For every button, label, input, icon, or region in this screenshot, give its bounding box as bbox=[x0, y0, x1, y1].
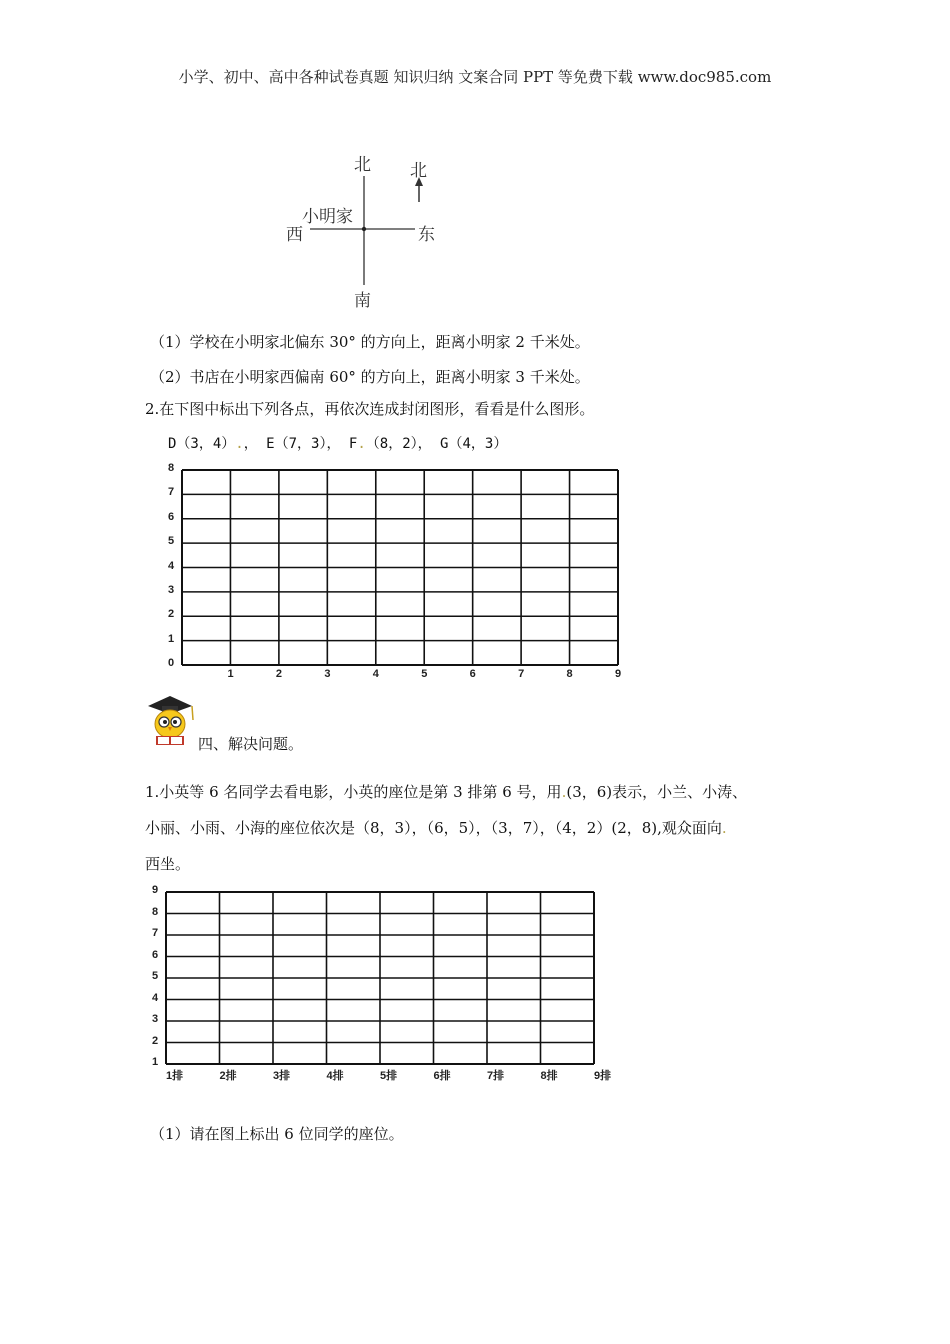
grid-1-x-label: 8 bbox=[566, 668, 573, 680]
label-east: 东 bbox=[418, 225, 435, 245]
problem-1-line-1b: (3，6)表示，小兰、小涛、 bbox=[566, 783, 748, 801]
grid-1-x-label: 9 bbox=[615, 668, 622, 680]
point-g: G（4，3） bbox=[431, 436, 508, 452]
grid-1-lines bbox=[160, 460, 630, 685]
problem-1-line-2 bbox=[145, 817, 727, 838]
grid-2-x-label: 5排 bbox=[380, 1070, 398, 1082]
question-1-1: （1）学校在小明家北偏东 30° 的方向上，距离小明家 2 千米处。 bbox=[150, 333, 590, 351]
grid-2-y-label: 4 bbox=[152, 991, 159, 1004]
label-home: 小明家 bbox=[302, 207, 353, 227]
grid-2-x-label: 8排 bbox=[540, 1070, 558, 1082]
grid-1-y-label: 1 bbox=[168, 632, 175, 645]
coordinate-grid-1 bbox=[160, 460, 630, 685]
grid-1-y-label: 0 bbox=[168, 657, 175, 669]
point-f-tail: （8，2）， bbox=[365, 436, 432, 452]
grid-1-x-label: 2 bbox=[275, 668, 282, 680]
question-2-title: 2.在下图中标出下列各点，再依次连成封闭图形，看看是什么图形。 bbox=[145, 400, 595, 418]
question-1-2: （2）书店在小明家西偏南 60° 的方向上，距离小明家 3 千米处。 bbox=[150, 368, 590, 386]
problem-1-line-2-text: 小丽、小雨、小海的座位依次是（8，3），（6，5），（3，7），（4，2）(2，8),观众面向 bbox=[145, 819, 722, 837]
section-4-title: 四、解决问题。 bbox=[198, 735, 304, 753]
grid-2-y-label: 1 bbox=[152, 1056, 159, 1068]
point-d-tail: ， bbox=[243, 436, 258, 452]
point-e: E（7，3）， bbox=[257, 436, 341, 452]
problem-1-line-1 bbox=[145, 781, 747, 802]
home-point bbox=[362, 227, 366, 231]
owl-mascot-icon bbox=[140, 692, 198, 750]
compass-diagram bbox=[270, 140, 470, 310]
grid-1-y-label: 5 bbox=[168, 535, 175, 548]
grid-2-y-label: 8 bbox=[152, 905, 159, 918]
yellow-dot-icon: . bbox=[235, 436, 244, 452]
label-south: 南 bbox=[354, 291, 371, 311]
grid-2-y-label: 5 bbox=[152, 970, 159, 982]
grid-2-y-label: 3 bbox=[152, 1013, 159, 1025]
grid-1-y-label: 7 bbox=[168, 486, 175, 499]
yellow-dot-icon: . bbox=[721, 819, 727, 837]
grid-2-y-label: 9 bbox=[152, 884, 159, 896]
owl-mascot-drawing bbox=[140, 692, 198, 750]
grid-2-x-label: 2排 bbox=[219, 1070, 237, 1082]
grid-1-y-label: 3 bbox=[168, 583, 175, 596]
grid-1-y-label: 8 bbox=[168, 462, 175, 474]
grid-2-x-label: 1排 bbox=[166, 1070, 184, 1082]
problem-1-sub-1: （1）请在图上标出 6 位同学的座位。 bbox=[150, 1125, 404, 1143]
grid-2-lines bbox=[140, 882, 620, 1087]
grid-1-y-label: 4 bbox=[168, 559, 175, 572]
grid-1-y-label: 2 bbox=[168, 608, 175, 621]
grid-2-x-label: 9排 bbox=[594, 1070, 612, 1082]
label-arrow-north: 北 bbox=[410, 161, 427, 181]
label-west: 西 bbox=[286, 225, 303, 245]
grid-1-y-label: 6 bbox=[168, 510, 175, 523]
grid-2-x-label: 3排 bbox=[273, 1070, 291, 1082]
grid-2-y-label: 6 bbox=[152, 948, 159, 961]
grid-1-x-label: 5 bbox=[421, 668, 428, 680]
grid-2-x-label: 4排 bbox=[326, 1070, 344, 1082]
grid-2-x-label: 6排 bbox=[433, 1070, 451, 1082]
yellow-dot-icon: . bbox=[357, 436, 366, 452]
problem-1-line-3: 西坐。 bbox=[145, 855, 191, 873]
point-f-letter: F bbox=[348, 436, 358, 452]
grid-2-y-label: 2 bbox=[152, 1034, 159, 1047]
question-2-points bbox=[168, 433, 507, 453]
grid-1-x-label: 7 bbox=[518, 668, 525, 680]
point-d: D（3，4） bbox=[168, 436, 236, 452]
grid-1-x-label: 3 bbox=[324, 668, 331, 680]
problem-1-line-1a: 1.小英等 6 名同学去看电影，小英的座位是第 3 排第 6 号，用 bbox=[145, 783, 562, 801]
page-header: 小学、初中、高中各种试卷真题 知识归纳 文案合同 PPT 等免费下载 www.doc985.com bbox=[178, 68, 772, 86]
grid-1-x-label: 6 bbox=[469, 668, 476, 680]
label-north: 北 bbox=[354, 155, 371, 175]
seating-grid-2 bbox=[140, 882, 620, 1087]
grid-2-x-label: 7排 bbox=[487, 1070, 505, 1082]
yellow-dot-icon: . bbox=[561, 783, 567, 801]
grid-1-x-label: 4 bbox=[372, 668, 379, 680]
grid-2-y-label: 7 bbox=[152, 927, 159, 939]
grid-1-x-label: 1 bbox=[227, 668, 234, 680]
